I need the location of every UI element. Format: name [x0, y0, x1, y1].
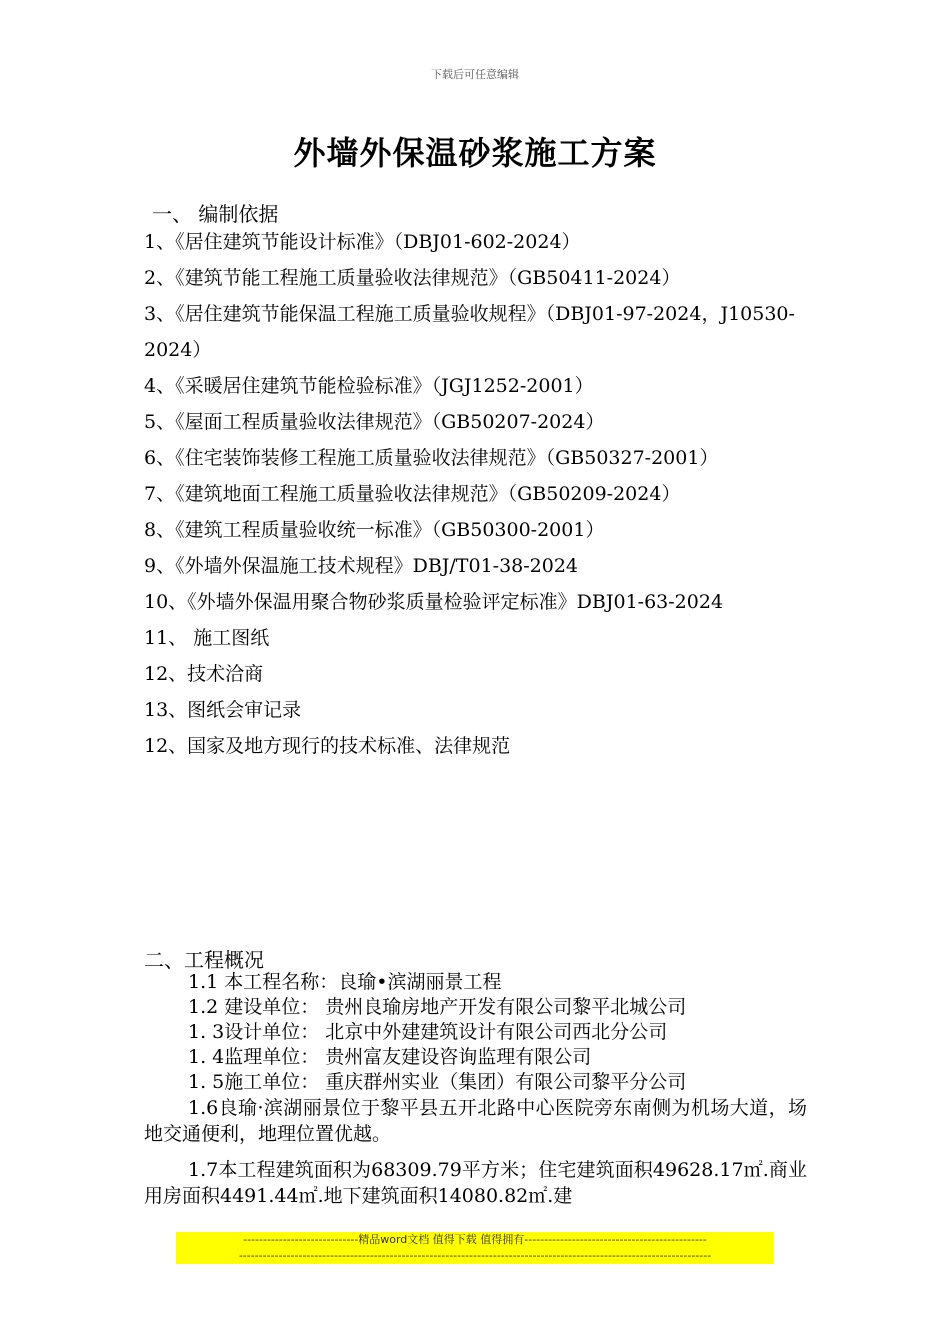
- reference-item: 3、《居住建筑节能保温工程施工质量验收规程》（DBJ01-97-2024，J10530-2024）: [144, 303, 795, 361]
- reference-item: 1、《居住建筑节能设计标准》（DBJ01-602-2024）: [144, 231, 581, 253]
- reference-item: 13、图纸会审记录: [144, 699, 302, 721]
- reference-item: 8、《建筑工程质量验收统一标准》（GB50300-2001）: [144, 519, 605, 541]
- reference-item: 9、《外墙外保温施工技术规程》DBJ/T01-38-2024: [144, 555, 579, 577]
- section2-heading: 二、工程概况: [144, 948, 264, 972]
- footer-banner: [176, 1232, 774, 1264]
- header-note: 下载后可任意编辑: [431, 68, 519, 81]
- reference-item: 12、技术洽商: [144, 663, 264, 685]
- reference-item: 11、 施工图纸: [144, 627, 270, 649]
- reference-item: 4、《采暖居住建筑节能检验标准》（JGJ1252-2001）: [144, 375, 594, 397]
- reference-list: [144, 224, 809, 764]
- footer-line-1: -----------------------------精品word文档 值得下载 值得拥有----------------------------------------------: [243, 1233, 707, 1246]
- reference-item: 5、《屋面工程质量验收法律规范》（GB50207-2024）: [144, 411, 605, 433]
- reference-item: 10、《外墙外保温用聚合物砂浆质量检验评定标准》DBJ01-63-2024: [144, 591, 724, 613]
- overview-designer: 1. 3设计单位： 北京中外建建筑设计有限公司西北分公司: [188, 1021, 668, 1043]
- overview-project-name: 1.1 本工程名称：良瑜•滨湖丽景工程: [188, 971, 502, 993]
- reference-item: 6、《住宅装饰装修工程施工质量验收法律规范》（GB50327-2001）: [144, 447, 719, 469]
- overview-owner: 1.2 建设单位： 贵州良瑜房地产开发有限公司黎平北城公司: [188, 996, 687, 1018]
- reference-item: 7、《建筑地面工程施工质量验收法律规范》（GB50209-2024）: [144, 483, 681, 505]
- reference-item: 2、《建筑节能工程施工质量验收法律规范》（GB50411-2024）: [144, 267, 681, 289]
- overview-location-paragraph: 1.6良瑜·滨湖丽景位于黎平县五开北路中心医院旁东南侧为机场大道，场地交通便利，地理位置优越。: [144, 1097, 807, 1145]
- overview-supervisor: 1. 4监理单位： 贵州富友建设咨询监理有限公司: [188, 1046, 592, 1068]
- footer-line-2: -----------------------------------------------------------------------------------------------------------------------: [238, 1249, 712, 1262]
- section1-heading: 一、 编制依据: [152, 202, 279, 226]
- reference-item: 12、国家及地方现行的技术标准、法律规范: [144, 735, 511, 757]
- project-overview: [144, 970, 807, 1209]
- document-title: 外墙外保温砂浆施工方案: [293, 134, 657, 172]
- overview-area-paragraph: 1.7本工程建筑面积为68309.79平方米；住宅建筑面积49628.17㎡.商业用房面积4491.44㎡.地下建筑面积14080.82㎡.建: [144, 1159, 807, 1207]
- overview-contractor: 1. 5施工单位： 重庆群州实业（集团）有限公司黎平分公司: [188, 1071, 687, 1093]
